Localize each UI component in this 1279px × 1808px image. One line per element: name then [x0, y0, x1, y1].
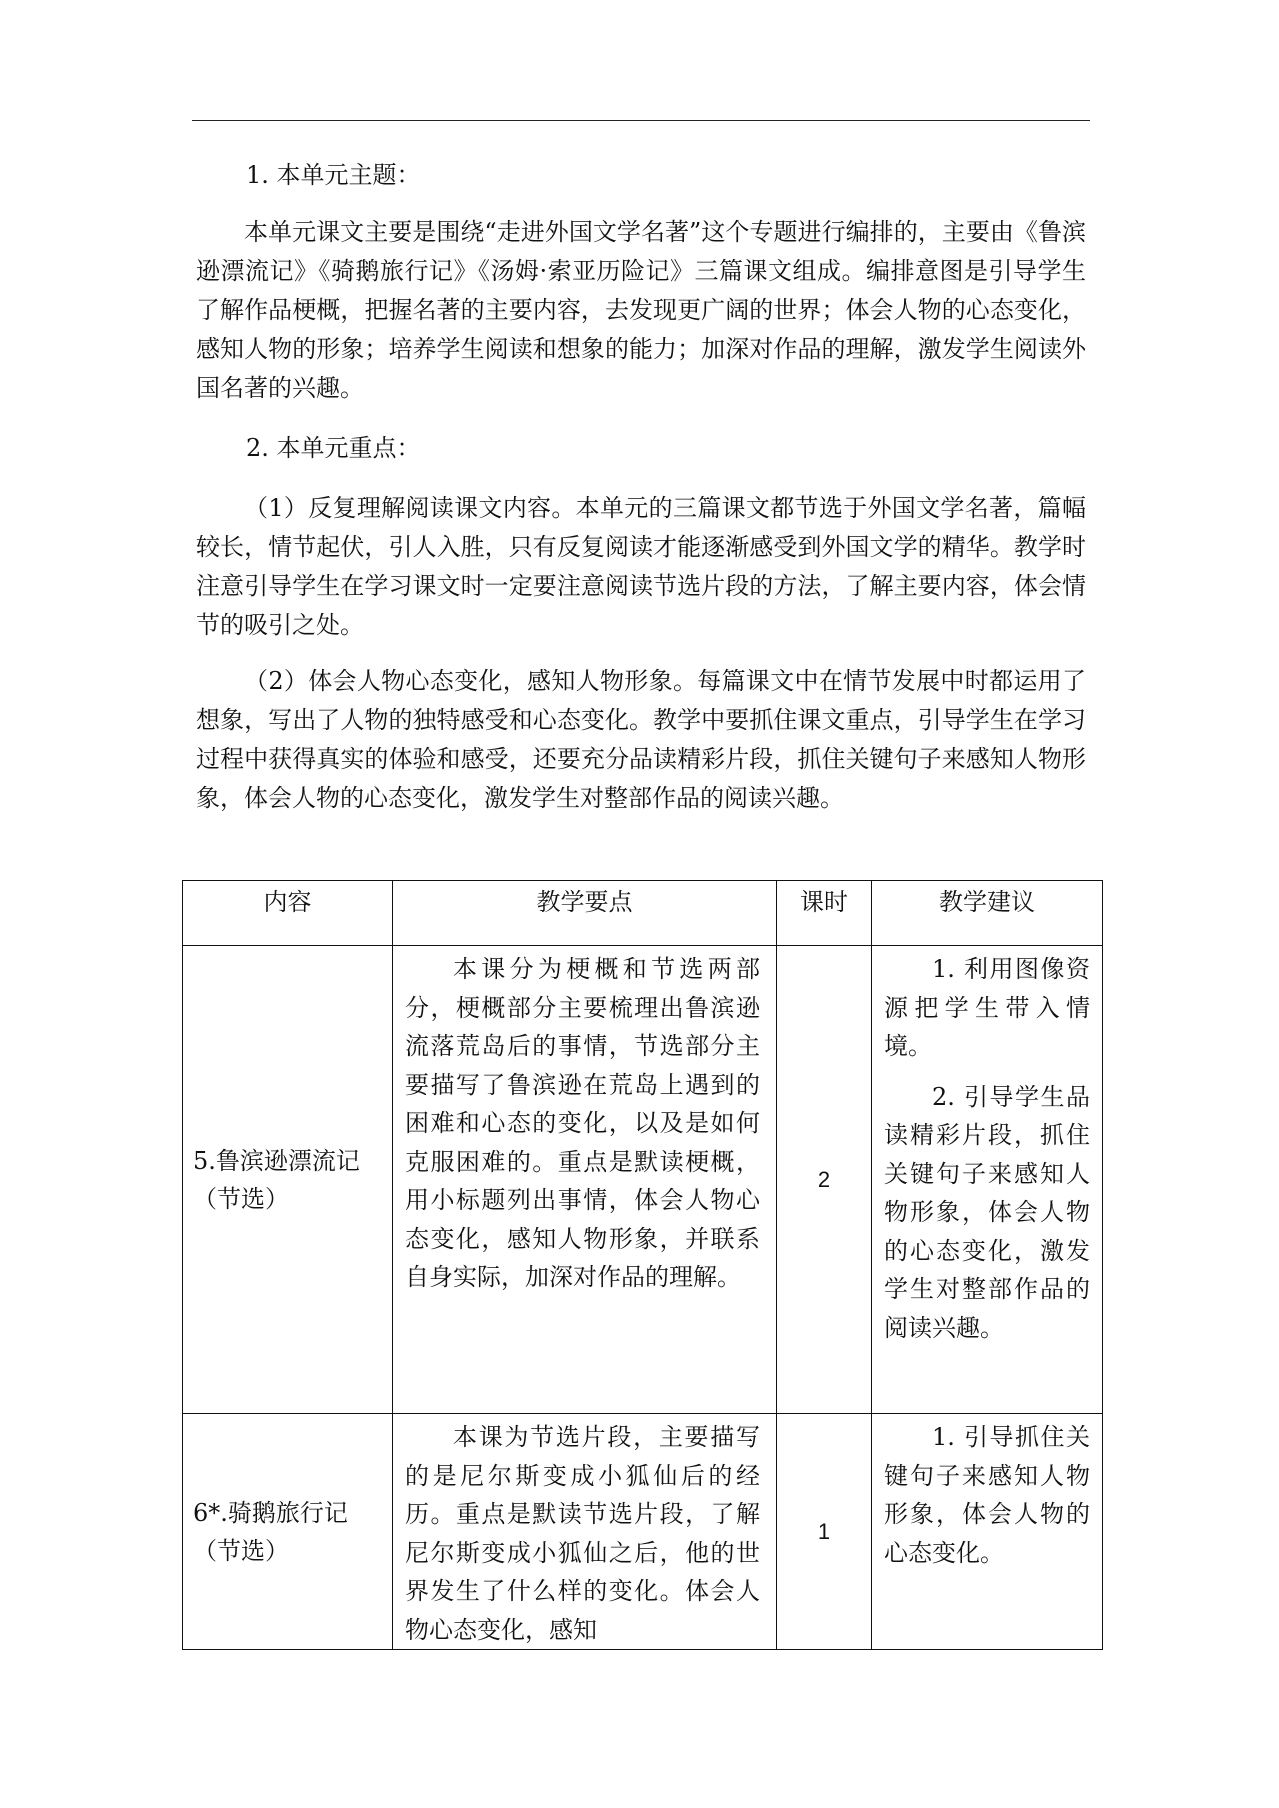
section2-point1-block: [196, 489, 1086, 645]
lesson-points: 本课分为梗概和节选两部分，梗概部分主要梳理出鲁滨逊流落荒岛后的事情，节选部分主要描写了鲁滨逊在荒岛上遇到的困难和心态的变化，以及是如何克服困难的。重点是默读梗概，用小标题列出事情，体会人物心态变化，感知人物形象，并联系自身实际，加深对作品的理解。: [393, 946, 777, 1414]
header-rule: [192, 120, 1090, 121]
suggestion-item: 1. 利用图像资源把学生带入情境。: [884, 955, 1090, 1060]
section2-point1: （1）反复理解阅读课文内容。本单元的三篇课文都节选于外国文学名著，篇幅较长，情节起伏，引人入胜，只有反复阅读才能逐渐感受到外国文学的精华。教学时注意引导学生在学习课文时一定要注意阅读节选片段的方法，了解主要内容，体会情节的吸引之处。: [196, 494, 1086, 639]
header-teaching-suggestions: 教学建议: [872, 881, 1103, 946]
section2-heading: 2. 本单元重点：: [246, 434, 421, 462]
suggestion-item: 2. 引导学生品读精彩片段，抓住关键句子来感知人物形象，体会人物的心态变化，激发学生对整部作品的阅读兴趣。: [884, 1082, 1090, 1342]
lesson-points: 本课为节选片段，主要描写的是尼尔斯变成小狐仙后的经历。重点是默读节选片段，了解尼尔斯变成小狐仙之后，他的世界发生了什么样的变化。体会人物心态变化，感知: [393, 1414, 777, 1650]
lesson-hours: 2: [777, 946, 872, 1414]
table-row: [183, 1414, 1103, 1650]
table-header-row: [183, 881, 1103, 946]
suggestion-item: 1. 引导抓住关键句子来感知人物形象，体会人物的心态变化。: [884, 1423, 1090, 1567]
lesson-suggestions: [872, 946, 1103, 1414]
table-row: [183, 946, 1103, 1414]
lesson-title: 6*.骑鹅旅行记（节选）: [183, 1414, 393, 1650]
header-teaching-points: 教学要点: [393, 881, 777, 946]
header-class-hours: 课时: [777, 881, 872, 946]
section1-heading: 1. 本单元主题：: [246, 161, 421, 189]
lesson-hours: 1: [777, 1414, 872, 1650]
lesson-title: 5.鲁滨逊漂流记（节选）: [183, 946, 393, 1414]
section1-body-block: [196, 213, 1086, 408]
section2-point2-block: [196, 662, 1086, 818]
lesson-table: [182, 880, 1103, 1650]
lesson-suggestions: [872, 1414, 1103, 1650]
section2-point2: （2）体会人物心态变化，感知人物形象。每篇课文中在情节发展中时都运用了想象，写出了人物的独特感受和心态变化。教学中要抓住课文重点，引导学生在学习过程中获得真实的体验和感受，还要充分品读精彩片段，抓住关键句子来感知人物形象，体会人物的心态变化，激发学生对整部作品的阅读兴趣。: [196, 667, 1086, 812]
section1-body: 本单元课文主要是围绕“走进外国文学名著”这个专题进行编排的，主要由《鲁滨逊漂流记》《骑鹅旅行记》《汤姆·索亚历险记》三篇课文组成。编排意图是引导学生了解作品梗概，把握名著的主要内容，去发现更广阔的世界；体会人物的心态变化，感知人物的形象；培养学生阅读和想象的能力；加深对作品的理解，激发学生阅读外国名著的兴趣。: [196, 218, 1086, 402]
header-content: 内容: [183, 881, 393, 946]
